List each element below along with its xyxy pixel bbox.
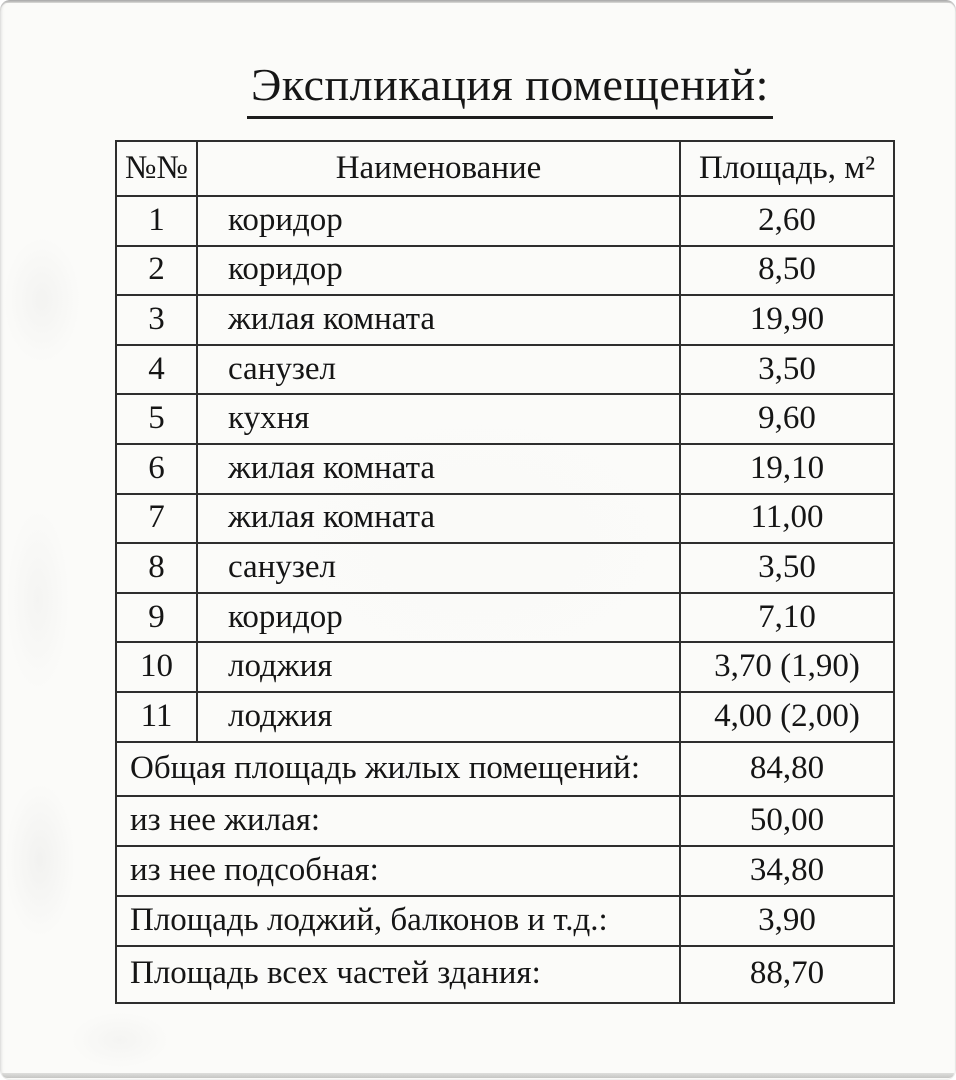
summary-label: из нее подсобная: bbox=[116, 846, 680, 896]
summary-label: из нее жилая: bbox=[116, 796, 680, 846]
summary-label: Общая площадь жилых помещений: bbox=[116, 742, 680, 796]
title-area bbox=[0, 60, 956, 119]
room-name: кухня bbox=[197, 394, 680, 444]
summary-value: 84,80 bbox=[680, 742, 894, 796]
room-area: 9,60 bbox=[680, 394, 894, 444]
table-body bbox=[116, 196, 894, 1003]
summary-value: 34,80 bbox=[680, 846, 894, 896]
summary-row bbox=[116, 846, 894, 896]
room-area: 3,50 bbox=[680, 543, 894, 593]
room-name: жилая комната bbox=[197, 494, 680, 544]
room-name: жилая комната bbox=[197, 295, 680, 345]
room-name: лоджия bbox=[197, 642, 680, 692]
room-area: 3,70 (1,90) bbox=[680, 642, 894, 692]
header-number-column: №№ bbox=[116, 141, 197, 196]
room-area: 2,60 bbox=[680, 196, 894, 246]
room-area: 11,00 bbox=[680, 494, 894, 544]
row-number: 11 bbox=[116, 692, 197, 742]
room-area: 4,00 (2,00) bbox=[680, 692, 894, 742]
summary-row bbox=[116, 742, 894, 796]
scan-edge-bottom bbox=[2, 1073, 954, 1078]
table-row bbox=[116, 394, 894, 444]
page-title: Экспликация помещений: bbox=[247, 60, 773, 119]
row-number: 4 bbox=[116, 345, 197, 395]
row-number: 2 bbox=[116, 246, 197, 296]
row-number: 8 bbox=[116, 543, 197, 593]
summary-value: 50,00 bbox=[680, 796, 894, 846]
table-row bbox=[116, 345, 894, 395]
table-row bbox=[116, 543, 894, 593]
summary-row bbox=[116, 796, 894, 846]
table-row bbox=[116, 692, 894, 742]
table-row bbox=[116, 494, 894, 544]
summary-value: 3,90 bbox=[680, 896, 894, 946]
room-name: жилая комната bbox=[197, 444, 680, 494]
summary-value: 88,70 bbox=[680, 946, 894, 1003]
room-name: коридор bbox=[197, 196, 680, 246]
summary-row bbox=[116, 896, 894, 946]
room-name: коридор bbox=[197, 593, 680, 643]
table-row bbox=[116, 444, 894, 494]
explication-table bbox=[115, 140, 895, 1004]
room-name: санузел bbox=[197, 543, 680, 593]
room-name: лоджия bbox=[197, 692, 680, 742]
header-area-column: Площадь, м² bbox=[680, 141, 894, 196]
room-area: 19,10 bbox=[680, 444, 894, 494]
table-row bbox=[116, 246, 894, 296]
summary-row bbox=[116, 946, 894, 1003]
table-row bbox=[116, 593, 894, 643]
summary-label: Площадь всех частей здания: bbox=[116, 946, 680, 1003]
table-header-row bbox=[116, 141, 894, 196]
room-name: санузел bbox=[197, 345, 680, 395]
room-name: коридор bbox=[197, 246, 680, 296]
row-number: 9 bbox=[116, 593, 197, 643]
row-number: 3 bbox=[116, 295, 197, 345]
room-area: 19,90 bbox=[680, 295, 894, 345]
table-row bbox=[116, 196, 894, 246]
table-header bbox=[116, 141, 894, 196]
table-row bbox=[116, 295, 894, 345]
scan-edge-top bbox=[0, 0, 956, 3]
row-number: 6 bbox=[116, 444, 197, 494]
row-number: 1 bbox=[116, 196, 197, 246]
header-name-column: Наименование bbox=[197, 141, 680, 196]
summary-label: Площадь лоджий, балконов и т.д.: bbox=[116, 896, 680, 946]
room-area: 3,50 bbox=[680, 345, 894, 395]
row-number: 7 bbox=[116, 494, 197, 544]
row-number: 5 bbox=[116, 394, 197, 444]
room-area: 8,50 bbox=[680, 246, 894, 296]
table-row bbox=[116, 642, 894, 692]
room-area: 7,10 bbox=[680, 593, 894, 643]
row-number: 10 bbox=[116, 642, 197, 692]
